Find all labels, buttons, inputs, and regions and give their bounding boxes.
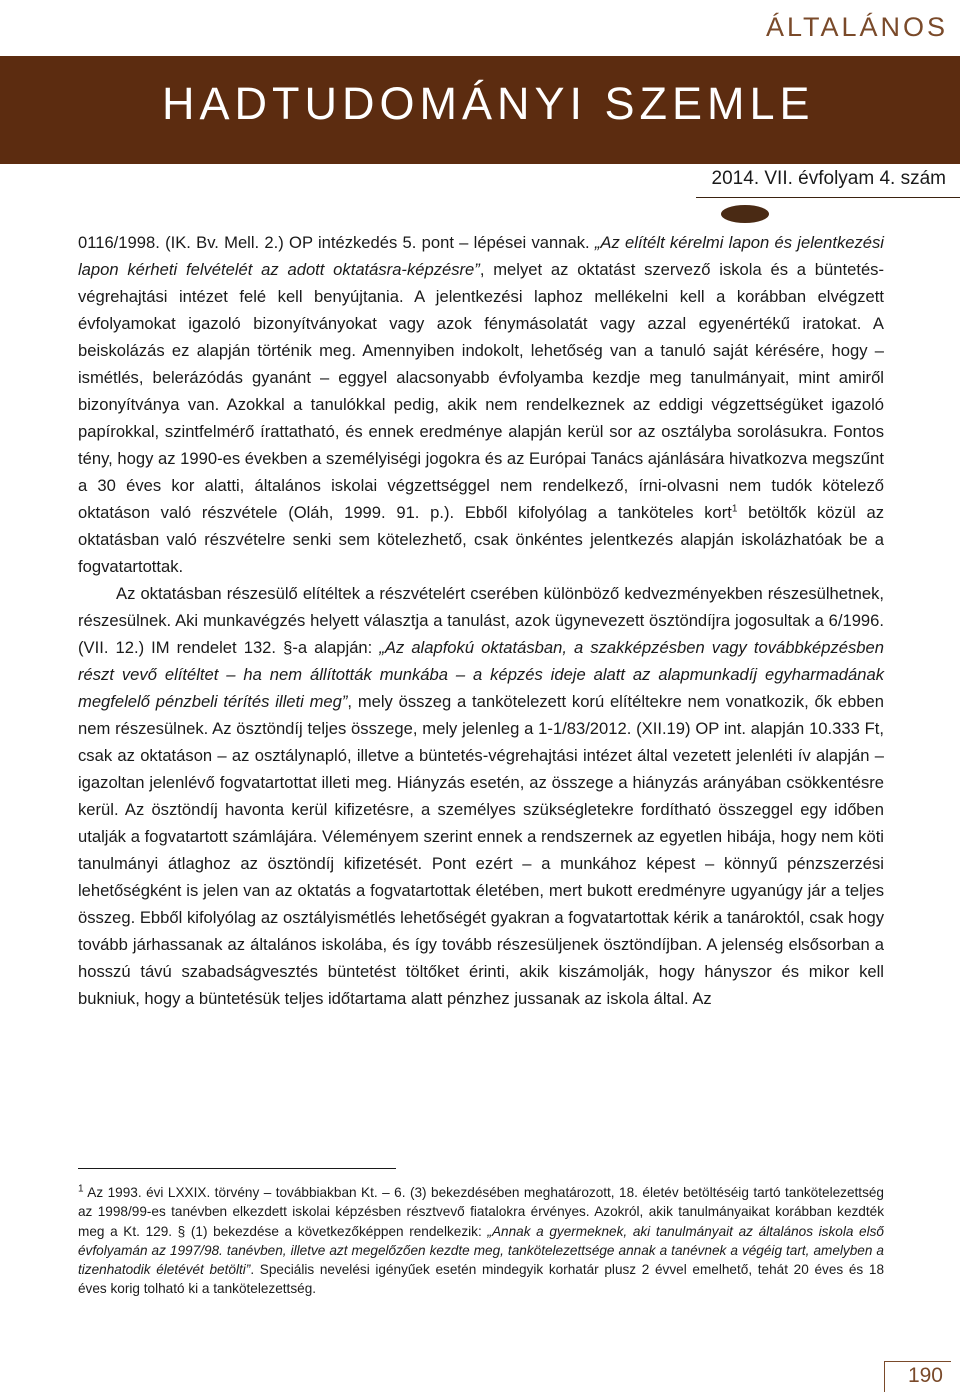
journal-banner — [0, 56, 960, 164]
issue-info: 2014. VII. évfolyam 4. szám — [711, 168, 946, 189]
footnote: $^1$ Az 1993. évi LXXIX. törvény – továbbiakban Kt. – 6. (3) bekezdésében meghatározott, 18. életév betöltéséig tartó tankötelezettség az 1998/99-es tanévben elkezdett iskolai képzésben résztvevő fiatalokra érvényes. Azokról, akik tanulmányaikat korábban kezdték meg a Kt. 129. § (1) bekezdése a következőképpen rendelkezik: „Annak a gyermeknek, aki tanulmányait az általános iskola első évfolyamán az 1997/98. tanévben, illetve azt megelőzően kezdte meg, tankötelezettsége annak a tanévnek a végéig tart, amelyben a tizenhatodik életévét betölti”. Speciális nevelési igényűek esetén mindegyik korhatár plusz 2 évvel emelhető, tehát 20 éves és 18 éves korig tolható ki a tankötelezettség. — [78, 1183, 885, 1297]
header-ornament — [721, 205, 769, 223]
footnote-marker: 1 — [78, 1183, 84, 1195]
page-number: 190 — [907, 1364, 943, 1387]
article-body — [78, 229, 884, 1012]
paragraph-2: Az oktatásban részesülő elítéltek a részvételért cserében különböző kedvezményekben részesülhetnek, részesülnek. Aki munkavégzés helyett választja a tanulást, azok ügynevezett ösztöndíjra jogosultak a 6/1996. (VII. 12.) IM rendelet 132. §-a alapján: „Az alapfokú oktatásban, a szakképzésben vagy továbbképzésben részt vevő elítéltet – ha nem állították munkába – a képzés ideje alatt az alapmunkadíj egyharmadának megfelelő pénzbeli térítés illeti meg”, mely összeg a tankötelezett korú elítéltekre nem vonatkozik, ők ebben nem részesülnek. Az ösztöndíj teljes összege, mely jelenleg a 1-1/83/2012. (XII.19) OP int. alapján 10.333 Ft, csak az oktatáson – az osztálynapló, illetve a büntetés-végrehajtási intézet által vezetett jelenléti ív alapján – igazoltan jelenlévő fogvatartottat illeti meg. Hiányzás esetén, az összege a hiányzás arányában csökkentésre kerül. Az ösztöndíj havonta kerül kifizetésre, a személyes szükségletekre fordítható összeggel egy időben utalják a fogvatartott számlájára. Véleményem szerint ennek a rendszernek az egyetlen hibája, hogy nem köti tanulmányi átlaghoz az ösztöndíj kifizetését. Pont ezért – a munkához képest – könnyű pénzszerzési lehetőségként is jelen van az oktatás a fogvatartottak életében, mert bukott eredményre ugyanúgy jár a teljes összeg. Ebből kifolyólag az osztályismétlés lehetőségét gyakran a fogvatartottak kérik a tanároktól, csak hogy tovább járhassanak az általános iskolába, és így tovább részesüljenek ösztöndíjban. A jelenség elsősorban a hosszú távú szabadságvesztés büntetést töltőket érinti, akik kiszámolják, hogy hányszor és mikor kell bukniuk, hogy a büntetésük teljes időtartama alatt pénzhez jussanak az iskola által. Az — [78, 584, 885, 1008]
page-number-box — [884, 1361, 951, 1392]
footnote-separator — [78, 1168, 396, 1169]
journal-title: HADTUDOMÁNYI SZEMLE — [162, 78, 815, 129]
quote-italic: „Az alapfokú oktatásban, a szakképzésben vagy továbbképzésben részt vevő elítéltet – ha nem állították munkába – a képzés ideje alatt az alapmunkadíj egyharmadának megfelelő pénzbeli térítés illeti meg” — [78, 638, 884, 711]
paragraph-1: 0116/1998. (IK. Bv. Mell. 2.) OP intézkedés 5. pont – lépései vannak. „Az elítélt kérelmi lapon és jelentkezési lapon kérheti felvételét az adott oktatásra-képzésre”, melyet az oktatást szervező iskola és a büntetés-végrehajtási intézet felé kell benyújtania. A jelentkezési laphoz mellékelni kell a korábban elvégzett évfolyamokat igazoló bizonyítványokat vagy azok fénymásolatát vagy azzal egyenértékű iratokat. A beiskolázás ez alapján történik meg. Amennyiben indokolt, lehetőség van a tanuló saját kérésére, hogy – ismétlés, belerázódás gyanánt – eggyel alacsonyabb évfolyamba kezdje meg tanulmányait, mint amiről bizonyítványa van. Azokkal a tanulókkal pedig, akik nem rendelkeznek az eddigi végzettségüket igazoló papírokkal, szintfelmérő írattatható, és ennek eredménye alapján kerül sor az osztályba sorolásukra. Fontos tény, hogy az 1990-es években a személyiségi jogokra és az Európai Tanács ajánlására hivatkozva megszűnt a 30 éves kor alatti, általános iskolai végzettséggel nem rendelkező, írni-olvasni nem tudók kötelező oktatáson való részvétele (Oláh, 1999. 91. p.). Ebből kifolyólag a tanköteles kort$^1$ betöltők közül az oktatásban való részvételre senki sem kötelezhető, csak önkéntes jelentkezés alapján iskolázhatóak be a fogvatartottak. — [78, 233, 884, 576]
section-category: ÁLTALÁNOS — [765, 12, 948, 42]
footnote-ref[interactable]: 1 — [731, 503, 738, 515]
quote-italic: „Az elítélt kérelmi lapon és jelentkezési lapon kérheti felvételét az adott oktatásra-képzésre” — [78, 233, 884, 279]
header-rule — [696, 197, 960, 198]
